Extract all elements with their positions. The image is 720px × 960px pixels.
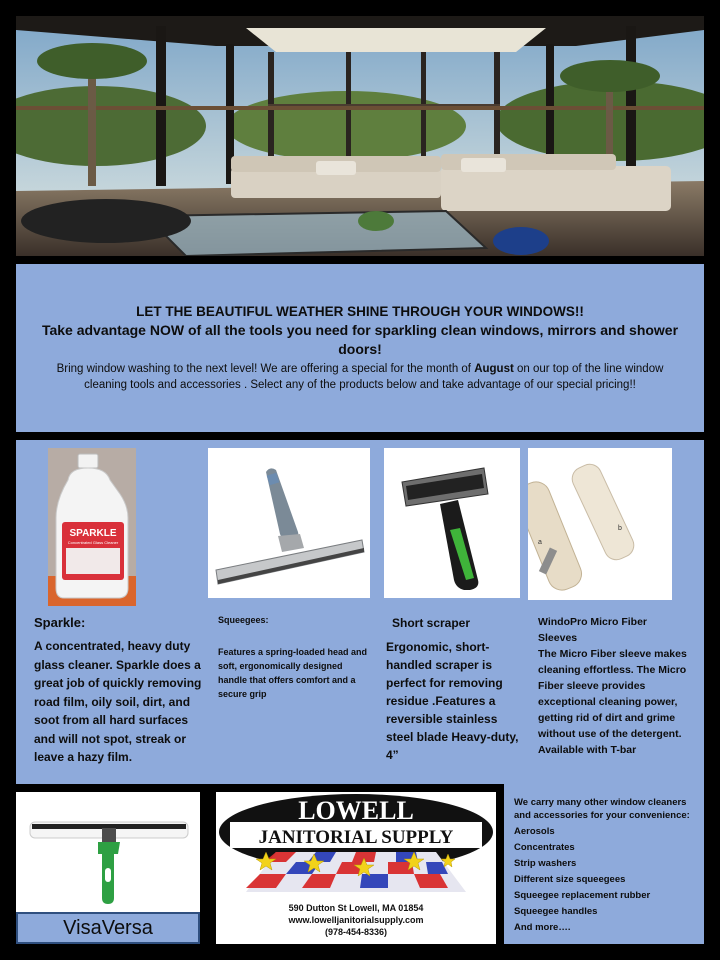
squeegee-title: Squeegees:	[218, 615, 269, 625]
logo-website: www.lowelljanitorialsupply.com	[288, 915, 424, 925]
list-item: And more….	[514, 922, 571, 933]
lowell-logo	[216, 792, 496, 902]
scraper-title: Short scraper	[392, 616, 471, 630]
logo-contact	[216, 902, 496, 938]
promo-subheading: Take advantage NOW of all the tools you need for sparkling clean windows, mirrors and shower doors!	[41, 322, 679, 357]
sleeves-description: The Micro Fiber sleeve makes cleaning effortless. The Micro Fiber sleeve provides exceptional cleaning power, getting rid of dirt and grime without use of the detergent. Available with T-bar	[538, 648, 687, 756]
promo-body	[16, 361, 704, 393]
promo-body-end: on our top of the line window cleaning tools and accessories . Select any of the products below and take advantage of our special pricing!!	[84, 363, 664, 391]
other-products-panel	[504, 784, 704, 944]
sparkle-image	[48, 448, 136, 606]
list-item: Squeegee replacement rubber	[514, 890, 651, 901]
logo-address: 590 Dutton St Lowell, MA 01854	[288, 903, 424, 913]
sparkle-title: Sparkle:	[34, 615, 86, 630]
living-room-illustration	[16, 16, 704, 256]
logo-phone: (978-454-8336)	[324, 927, 388, 937]
other-products-intro: We carry many other window cleaners and accessories for your convenience:	[514, 797, 690, 821]
sleeve-label-a: a	[538, 539, 542, 546]
list-item: Different size squeegees	[514, 874, 626, 885]
sparkle-bottle-sublabel: Concentrated Glass Cleaner	[67, 540, 119, 545]
promo-heading: LET THE BEAUTIFUL WEATHER SHINE THROUGH YOUR WINDOWS!!	[136, 304, 584, 319]
scraper-description: Ergonomic, short-handled scraper is perfect for removing residue .Features a reversible stainless steel blade Heavy-duty, 4”	[386, 640, 519, 762]
sparkle-description: A concentrated, heavy duty glass cleaner. Sparkle does a great job of quickly removing road film, oily soil, dirt, and soot from all hard surfaces and will not spot, streak or leave a hazy film.	[34, 639, 202, 764]
visaversa-label: VisaVersa	[16, 912, 200, 944]
sleeves-title: WindoPro Micro Fiber Sleeves	[538, 616, 647, 644]
list-item: Squeegee handles	[514, 906, 598, 917]
list-item: Strip washers	[514, 858, 577, 869]
list-item: Aerosols	[514, 826, 555, 837]
logo-line1: LOWELL	[298, 796, 414, 825]
logo-line2: JANITORIAL SUPPLY	[258, 827, 454, 848]
lowell-logo-box	[216, 792, 496, 944]
sparkle-bottle-label: SPARKLE	[69, 528, 117, 539]
promo-banner	[16, 264, 704, 432]
hero-photo	[16, 16, 704, 256]
sleeve-label-b: b	[618, 525, 622, 532]
scraper-image	[384, 448, 520, 598]
squeegee-description: Features a spring-loaded head and soft, ergonomically designed handle that offers comfort and a secure grip	[218, 647, 368, 699]
squeegee-image	[208, 448, 370, 598]
sleeves-image	[528, 448, 672, 600]
list-item: Concentrates	[514, 842, 575, 853]
promo-month: August	[474, 363, 514, 375]
promo-body-start: Bring window washing to the next level! We are offering a special for the month of	[56, 363, 475, 375]
